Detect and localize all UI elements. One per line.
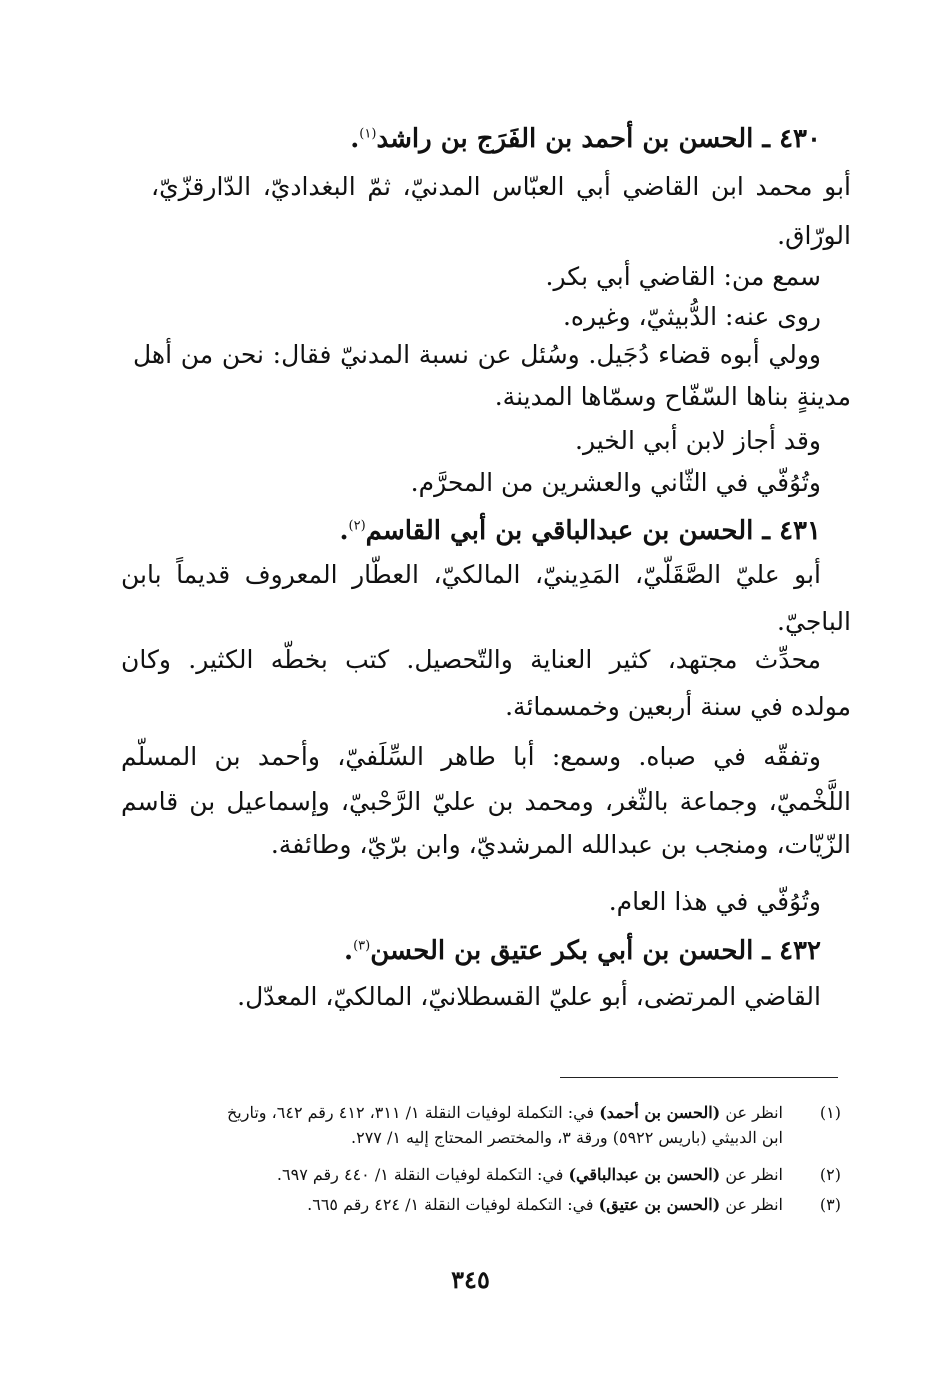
footnote-1-number: (١): [819, 1103, 841, 1122]
entry-431-line-7: الزّيّات، ومنجب بن عبدالله المرشديّ، وابن برّيّ، وطائفة.: [270, 830, 851, 859]
footnote-1-continuation: ابن الدبيثي (باريس ٥٩٢٢) ورقة ٣، والمختصر المحتاج إليه ١/ ٢٧٧.: [351, 1128, 783, 1147]
entry-430-line-5: وولي أبوه قضاء دُجَيل. وسُئل عن نسبة المدنيّ فقال: نحن من أهل: [133, 340, 821, 369]
entry-431-line-2: الباجيّ.: [777, 607, 851, 636]
footnote-2-number: (٢): [819, 1165, 841, 1184]
entry-430-line-4: روى عنه: الدُّبيثيّ، وغيره.: [562, 302, 821, 331]
footnote-3-text: انظر عن (الحسن بن عتيق) في: التكملة لوفيات النقلة ١/ ٤٢٤ رقم ٦٦٥.: [307, 1195, 783, 1214]
entry-431-line-8: وتُوُفّي في هذا العام.: [608, 887, 821, 916]
entry-430-line-2: الورّاق.: [777, 221, 851, 250]
footnote-ref-3: (٣): [353, 938, 371, 954]
footnote-ref-2: (٢): [348, 518, 366, 534]
footnote-1: [111, 1100, 841, 1152]
footnote-ref-1: (١): [359, 126, 377, 142]
page-number: ٣٤٥: [451, 1265, 490, 1294]
entry-431-line-3: محدِّث مجتهد، كثير العناية والتّحصيل. كتب بخطّه الكثير. وكان: [121, 645, 821, 674]
footnote-divider: [560, 1077, 838, 1078]
entry-430-line-7: وقد أجاز لابن أبي الخير.: [575, 426, 821, 455]
entry-430-heading: ٤٣٠ ـ الحسن بن أحمد بن الفَرَج بن راشد$^{(١)}$.: [350, 124, 821, 154]
entry-431-line-5: وتفقّه في صباه. وسمع: أبا طاهر السِّلَفيّ، وأحمد بن المسلّم: [121, 742, 821, 771]
entry-430-line-3: سمع من: القاضي أبي بكر.: [545, 262, 821, 291]
footnote-3-number: (٣): [819, 1195, 841, 1214]
footnote-2: [111, 1162, 841, 1188]
entry-431-line-1: أبو عليّ الصَّقَلّيّ، المَدِينيّ، المالكيّ، العطّار المعروف قديماً بابن: [121, 560, 821, 589]
footnote-1-text: انظر عن (الحسن بن أحمد) في: التكملة لوفيات النقلة ١/ ٣١١، ٤١٢ رقم ٦٤٢، وتاريخ: [226, 1103, 783, 1122]
footnote-3: [111, 1192, 841, 1218]
entry-432-line-1: القاضي المرتضى، أبو عليّ القسطلانيّ، المالكيّ، المعدّل.: [237, 982, 821, 1011]
entry-431-line-6: اللَّخْميّ، وجماعة بالثّغر، ومحمد بن عليّ الرَّحْبيّ، وإسماعيل بن قاسم: [121, 787, 851, 816]
entry-431-line-4: مولده في سنة أربعين وخمسمائة.: [505, 692, 851, 721]
entry-432-heading: ٤٣٢ ـ الحسن بن أبي بكر عتيق بن الحسن$^{(٣)}$.: [344, 936, 821, 966]
entry-430-line-6: مدينةٍ بناها السّفّاح وسمّاها المدينة.: [494, 382, 851, 411]
entry-431-heading: ٤٣١ ـ الحسن بن عبدالباقي بن أبي القاسم$^{(٢)}$.: [339, 516, 821, 546]
footnote-2-text: انظر عن (الحسن بن عبدالباقي) في: التكملة لوفيات النقلة ١/ ٤٤٠ رقم ٦٩٧.: [276, 1165, 783, 1184]
entry-430-line-1: أبو محمد ابن القاضي أبي العبّاس المدنيّ، ثمّ البغداديّ، الدّارقزّيّ،: [151, 172, 851, 201]
entry-430-line-8: وتُوُفّي في الثّاني والعشرين من المحرَّم.: [410, 468, 821, 497]
